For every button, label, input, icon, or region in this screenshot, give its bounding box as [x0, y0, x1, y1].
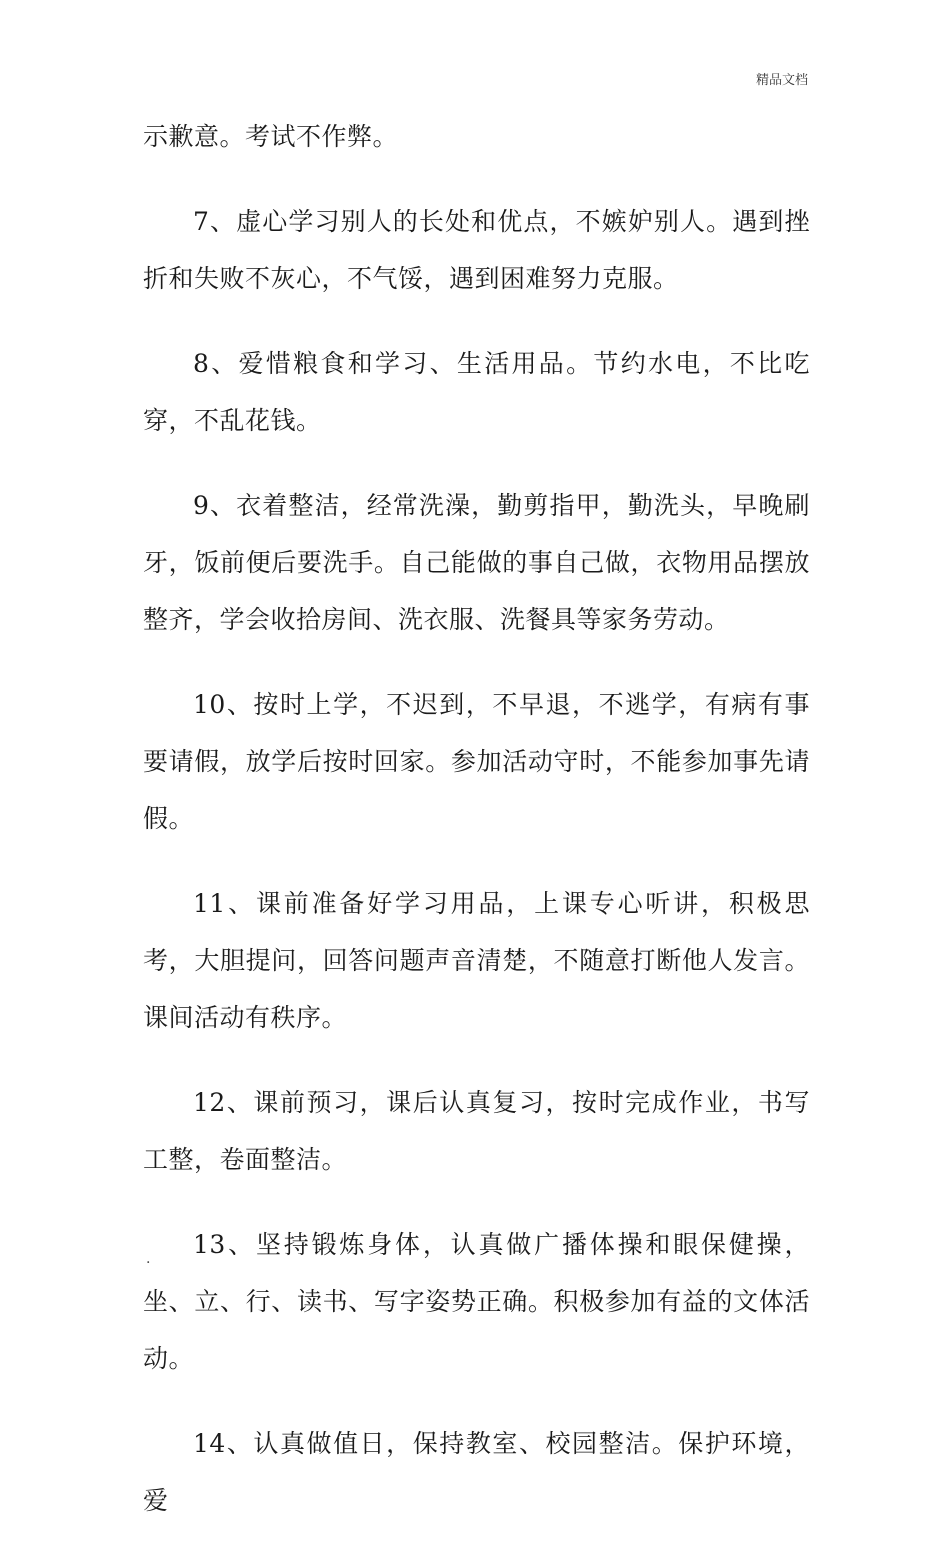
paragraph-item-7: 7、虚心学习别人的长处和优点，不嫉妒别人。遇到挫折和失败不灰心，不气馁，遇到困难努力克服。 [143, 207, 810, 293]
paragraph-item-13: 13、坚持锻炼身体，认真做广播体操和眼保健操，坐、立、行、读书、写字姿势正确。积极参加有益的文体活动。 [143, 1230, 810, 1373]
paragraph-item-14: 14、认真做值日，保持教室、校园整洁。保护环境，爱 [143, 1429, 810, 1515]
paragraph-item-10: 10、按时上学，不迟到，不早退，不逃学，有病有事要请假，放学后按时回家。参加活动守时，不能参加事先请假。 [143, 690, 810, 833]
paragraph-item-12: 12、课前预习，课后认真复习，按时完成作业，书写工整，卷面整洁。 [143, 1088, 810, 1174]
paragraph-item-9: 9、衣着整洁，经常洗澡，勤剪指甲，勤洗头，早晚刷牙，饭前便后要洗手。自己能做的事自己做，衣物用品摆放整齐，学会收拾房间、洗衣服、洗餐具等家务劳动。 [143, 491, 810, 634]
paragraph-continuation: 示歉意。考试不作弊。 [143, 122, 399, 151]
document-body [143, 108, 810, 1557]
paragraph-item-11: 11、课前准备好学习用品，上课专心听讲，积极思考，大胆提问，回答问题声音清楚，不随意打断他人发言。课间活动有秩序。 [143, 889, 810, 1032]
header-label: 精品文档 [755, 73, 808, 88]
footer-mark: . [146, 1251, 151, 1267]
paragraph-item-8: 8、爱惜粮食和学习、生活用品。节约水电，不比吃穿，不乱花钱。 [143, 349, 810, 435]
